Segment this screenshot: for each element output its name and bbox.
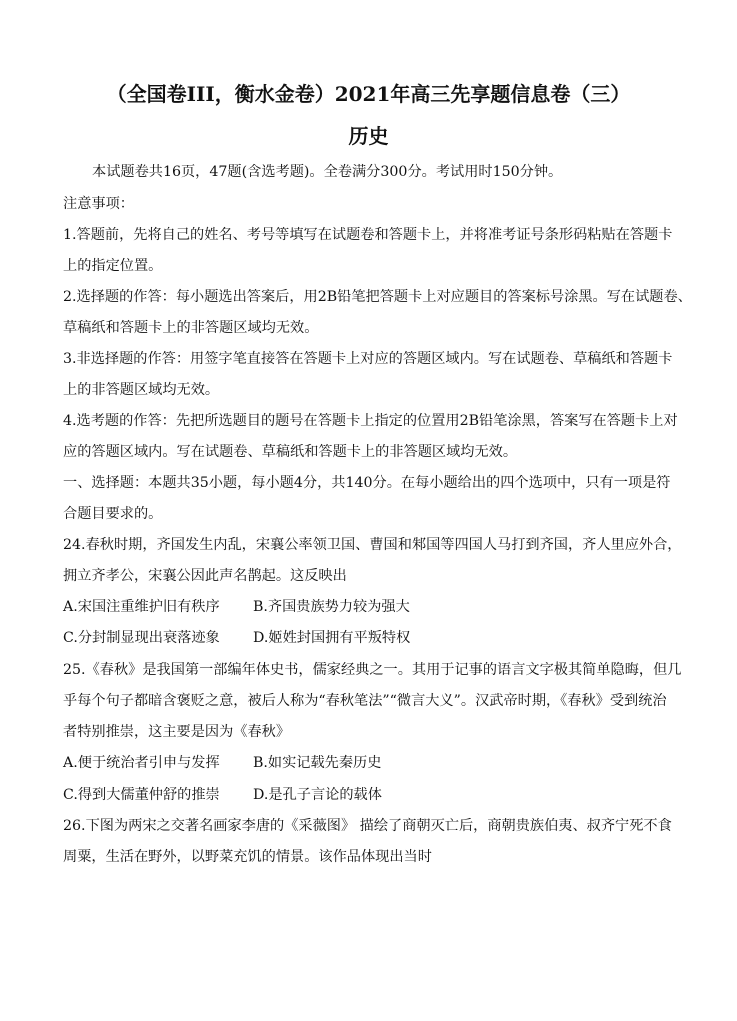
notice-heading: 注意事项： — [63, 196, 134, 212]
question-26-stem-line-2: 周粟，生活在野外，以野菜充饥的情景。该作品体现出当时 — [63, 849, 432, 865]
subject-title: 历史 — [348, 124, 389, 148]
question-24-stem-line-2: 拥立齐孝公，宋襄公因此声名鹊起。这反映出 — [63, 568, 347, 584]
question-25-stem-line-1: 25.《春秋》是我国第一部编年体史书，儒家经典之一。其用于记事的语言文字极其简单隐晦，但几 — [63, 662, 682, 678]
notice-item-3-line-2: 上的非答题区域均无效。 — [63, 382, 220, 398]
notice-item-1-line-1: 1.答题前，先将自己的姓名、考号等填写在试题卷和答题卡上，并将准考证号条形码粘贴在答题卡 — [63, 227, 673, 243]
notice-item-3-line-1: 3.非选择题的作答：用签字笔直接答在答题卡上对应的答题区域内。写在试题卷、草稿纸和答题卡 — [63, 351, 673, 367]
exam-title: （全国卷III，衡水金卷）2021年高三先享题信息卷（三） — [106, 82, 631, 106]
notice-item-4-line-2: 应的答题区域内。写在试题卷、草稿纸和答题卡上的非答题区域均无效。 — [63, 444, 518, 460]
question-24-option-d: D.姬姓封国拥有平叛特权 — [253, 630, 411, 646]
question-26-stem-line-1: 26.下图为两宋之交著名画家李唐的《采薇图》 描绘了商朝灭亡后，商朝贵族伯夷、叔齐宁死不食 — [63, 818, 672, 834]
question-24-option-a: A.宋国注重维护旧有秩序 — [63, 599, 220, 615]
question-24-option-c: C.分封制显现出衰落迹象 — [63, 630, 220, 646]
question-25-stem-line-2: 乎每个句子都暗含褒贬之意，被后人称为“春秋笔法”“微言大义”。汉武帝时期，《春秋》受到统治 — [63, 693, 667, 709]
notice-item-2-line-1: 2.选择题的作答：每小题选出答案后，用2B铅笔把答题卡上对应题目的答案标号涂黑。写在试题卷、 — [63, 289, 692, 305]
notice-item-2-line-2: 草稿纸和答题卡上的非答题区域均无效。 — [63, 320, 319, 336]
question-25-option-d: D.是孔子言论的载体 — [253, 787, 382, 803]
exam-intro: 本试题卷共16页，47题(含选考题)。全卷满分300分。考试用时150分钟。 — [92, 164, 563, 180]
question-24-option-b: B.齐国贵族势力较为强大 — [253, 599, 410, 615]
notice-item-4-line-1: 4.选考题的作答：先把所选题目的题号在答题卡上指定的位置用2B铅笔涂黑，答案写在答题卡上对 — [63, 413, 678, 429]
question-25-stem-line-3: 者特别推崇，这主要是因为《春秋》 — [63, 724, 291, 740]
section-heading-line-2: 合题目要求的。 — [63, 506, 163, 522]
question-24-stem-line-1: 24.春秋时期，齐国发生内乱，宋襄公率领卫国、曹国和邾国等四国人马打到齐国，齐人里应外合， — [63, 537, 682, 553]
question-25-option-b: B.如实记载先秦历史 — [253, 755, 382, 771]
question-25-option-c: C.得到大儒董仲舒的推崇 — [63, 787, 220, 803]
section-heading-line-1: 一、选择题：本题共35小题，每小题4分，共140分。在每小题给出的四个选项中，只有一项是符 — [63, 475, 671, 491]
notice-item-1-line-2: 上的指定位置。 — [63, 258, 163, 274]
question-25-option-a: A.便于统治者引申与发挥 — [63, 755, 220, 771]
